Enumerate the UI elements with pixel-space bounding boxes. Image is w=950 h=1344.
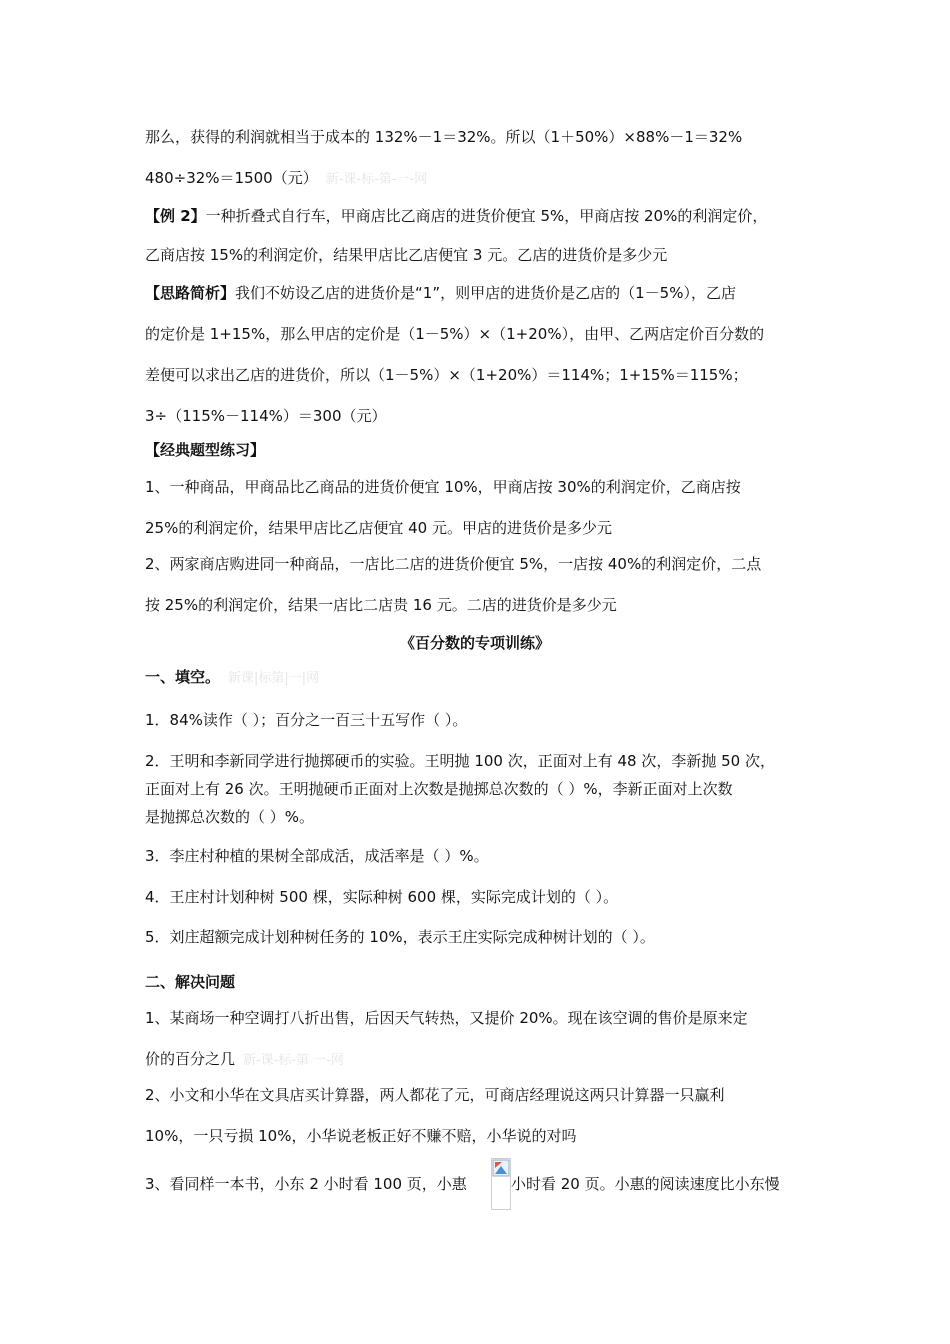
fill-question-2: 2．王明和李新同学进行抛掷硬币的实验。王明抛 100 次，正面对上有 48 次，李新抛 50 次， xyxy=(145,752,775,770)
fill-question-1: 1．84%读作（ ）；百分之一百三十五写作（ ）。 xyxy=(145,711,468,729)
question-1: 1、一种商品，甲商品比乙商品的进货价便宜 10%，甲商店按 30%的利润定价，乙商店按 xyxy=(145,478,741,496)
broken-image-icon xyxy=(491,1158,511,1210)
text-line xyxy=(145,168,427,190)
text-line: 的定价是 1+15%，那么甲店的定价是（1－5%）×（1+20%），由甲、乙两店定价百分数的 xyxy=(145,325,765,343)
problem-3-continued: 小时看 20 页。小惠的阅读速度比小东慢 xyxy=(511,1175,780,1193)
page-title: 《百分数的专项训练》 xyxy=(399,634,550,652)
line-text: 480÷32%＝1500（元） xyxy=(145,169,318,187)
text-line: 差便可以求出乙店的进货价，所以（1－5%）×（1+20%）＝114%；1+15%＝115%； xyxy=(145,366,748,384)
text-line: 25%的利润定价，结果甲店比乙店便宜 40 元。甲店的进货价是多少元 xyxy=(145,519,612,537)
problem-3: 3、看同样一本书，小东 2 小时看 100 页，小惠 xyxy=(145,1175,467,1193)
analysis-label: 【思路简析】 xyxy=(145,284,236,302)
text-line: 按 25%的利润定价，结果一店比二店贵 16 元。二店的进货价是多少元 xyxy=(145,596,617,614)
line-text: 一种折叠式自行车，甲商店比乙商店的进货价便宜 5%，甲商店按 20%的利润定价， xyxy=(205,207,768,225)
text-line xyxy=(145,1049,344,1071)
text-line: 乙商店按 15%的利润定价，结果甲店比乙店便宜 3 元。乙店的进货价是多少元 xyxy=(145,246,668,264)
analysis-paragraph xyxy=(145,283,736,303)
text-line: 那么，获得的利润就相当于成本的 132%－1＝32%。所以（1＋50%）×88%－1＝32% xyxy=(145,128,743,146)
watermark: 新-课-标-第-一-网 xyxy=(325,172,428,187)
section-heading: 【经典题型练习】 xyxy=(145,441,266,459)
watermark: 新课|标第|一|网 xyxy=(228,671,320,686)
fill-question-4: 4．王庄村计划种树 500 棵，实际种树 600 棵，实际完成计划的（ ）。 xyxy=(145,888,619,906)
heading-text: 一、填空。 xyxy=(145,668,221,686)
line-text: 我们不妨设乙店的进货价是“1”，则甲店的进货价是乙店的（1－5%），乙店 xyxy=(235,284,736,302)
text-line: 正面对上有 26 次。王明抛硬币正面对上次数是抛掷总次数的（ ）%，李新正面对上次数 xyxy=(145,780,733,798)
example-2-paragraph xyxy=(145,206,767,226)
section-heading: 二、解决问题 xyxy=(145,973,236,991)
text-line: 是抛掷总次数的（ ）%。 xyxy=(145,808,315,826)
fill-question-5: 5．刘庄超额完成计划种树任务的 10%，表示王庄实际完成种树计划的（ ）。 xyxy=(145,928,655,946)
watermark: 新-课-标-第 一-网 xyxy=(243,1053,344,1068)
line-text: 价的百分之几 xyxy=(145,1050,236,1068)
text-line: 3÷（115%－114%）＝300（元） xyxy=(145,407,387,425)
fill-question-3: 3．李庄村种植的果树全部成活，成活率是（ ）%。 xyxy=(145,847,489,865)
section-heading xyxy=(145,667,319,689)
problem-2: 2、小文和小华在文具店买计算器，两人都花了元，可商店经理说这两只计算器一只赢利 xyxy=(145,1086,725,1104)
problem-1: 1、某商场一种空调打八折出售，后因天气转热，又提价 20%。现在该空调的售价是原来定 xyxy=(145,1009,748,1027)
text-line: 10%，一只亏损 10%，小华说老板正好不赚不赔，小华说的对吗 xyxy=(145,1127,577,1145)
question-2: 2、两家商店购进同一种商品，一店比二店的进货价便宜 5%，一店按 40%的利润定价，二点 xyxy=(145,555,762,573)
example-label: 【例 2】 xyxy=(145,207,206,225)
